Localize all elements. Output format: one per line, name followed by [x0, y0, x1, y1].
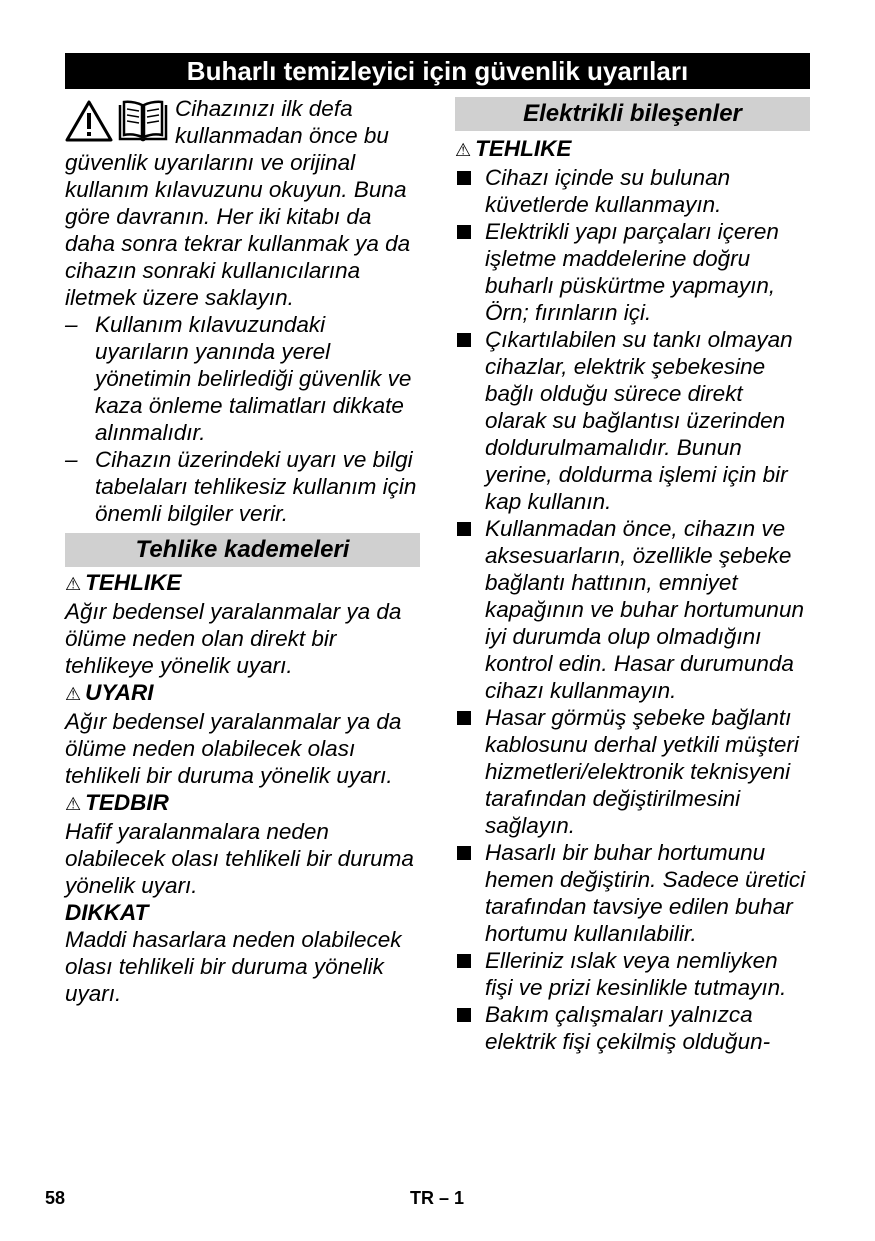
section-heading-danger-levels: Tehlike kademeleri: [65, 533, 420, 567]
dash-item-text: Cihazın üzerindeki uyarı ve bilgi tabelaları tehlikesiz kullanım için önemli bilgiler verir.: [95, 447, 417, 526]
square-bullet-icon: [457, 225, 471, 239]
list-item: [455, 1001, 810, 1055]
page-title: Buharlı temizleyici için güvenlik uyarıları: [65, 53, 810, 89]
dash-item-text: Kullanım kılavuzundaki uyarıların yanında yerel yönetimin belirlediği güvenlik ve kaza önleme talimatları dikkate alınmalıdır.: [95, 312, 412, 445]
level-label: TEDBIR: [85, 790, 169, 815]
intro-icons: [65, 97, 175, 145]
level-text: Maddi hasarlara neden olabilecek olası tehlikeli bir duruma yönelik uyarı.: [65, 927, 402, 1006]
dash-list: [65, 311, 420, 527]
warning-icon: ⚠: [65, 794, 82, 814]
right-column: [455, 97, 810, 1055]
dash-list-item: [65, 311, 420, 446]
list-item: [455, 947, 810, 1001]
level-label: UYARI: [85, 680, 154, 705]
list-item: [455, 326, 810, 515]
list-item: [455, 704, 810, 839]
page-number: 58: [45, 1188, 66, 1208]
list-item: [455, 839, 810, 947]
section-heading-electrical-components: Elektrikli bileşenler: [455, 97, 810, 131]
square-bullet-icon: [457, 333, 471, 347]
square-bullet-icon: [457, 954, 471, 968]
level-heading: [65, 679, 420, 708]
level-text: Ağır bedensel yaralanmalar ya da ölüme neden olabilecek olası tehlikeli bir duruma yönelik uyarı.: [65, 709, 402, 788]
list-item-text: Cihazı içinde su bulunan küvetlerde kullanmayın.: [485, 165, 731, 217]
warning-icon: ⚠: [455, 140, 472, 160]
list-item-text: Kullanmadan önce, cihazın ve aksesuarların, özellikle şebeke bağlantı hattının, emniyet kapağının ve buhar hortumunun iyi durumda olup olmadığını kontrol edin. Hasar durumunda cihazı kullanmayın.: [485, 516, 804, 703]
list-item-text: Hasar görmüş şebeke bağlantı kablosunu derhal yetkili müşteri hizmetleri/elektronik teknisyeni tarafından değiştirilmesini sağlayın.: [485, 705, 799, 838]
square-bullet-icon: [457, 522, 471, 536]
square-bullet-icon: [457, 171, 471, 185]
level-label: TEHLIKE: [85, 570, 182, 595]
dash-marker: –: [65, 312, 78, 337]
level-heading: [65, 789, 420, 818]
list-item: [455, 218, 810, 326]
list-item: [455, 515, 810, 704]
list-item-text: Çıkartılabilen su tankı olmayan cihazlar, elektrik şebekesine bağlı olduğu sürece direkt olarak su bağlantısı üzerinden doldurulmamalıdır. Bunun yerine, doldurma işlemi için bir kap kullanın.: [485, 327, 793, 514]
level-heading: [65, 569, 420, 598]
list-item: [455, 164, 810, 218]
level-text: Ağır bedensel yaralanmalar ya da ölüme neden olan direkt bir tehlikeye yönelik uyarı.: [65, 599, 402, 678]
warning-icon: ⚠: [65, 574, 82, 594]
manual-book-icon: [117, 99, 169, 143]
list-item-text: Bakım çalışmaları yalnızca elektrik fişi çekilmiş olduğun-: [485, 1002, 771, 1054]
intro-text: Cihazınızı ilk defa kullanmadan önce bu güvenlik uyarılarını ve orijinal kullanım kılavuzunu okuyun. Buna göre davranın. Her iki kitabı da daha sonra tekrar kullanmak ya da cihazın sonraki kullanıcılarına iletmek üzere saklayın.: [65, 96, 411, 310]
square-bullet-icon: [457, 1008, 471, 1022]
square-bullet-icon: [457, 846, 471, 860]
intro-block: [65, 95, 420, 311]
danger-heading: [455, 135, 810, 164]
level-text: Hafif yaralanmalara neden olabilecek olası tehlikeli bir duruma yönelik uyarı.: [65, 819, 414, 898]
danger-label: TEHLIKE: [475, 136, 572, 161]
level-label: DIKKAT: [65, 900, 149, 925]
warning-triangle-icon: [65, 99, 113, 143]
left-column: [65, 95, 420, 1007]
list-item-text: Hasarlı bir buhar hortumunu hemen değiştirin. Sadece üretici tarafından tavsiye edilen buhar hortumu kullanılabilir.: [485, 840, 806, 946]
dash-marker: –: [65, 447, 78, 472]
language-page-label: TR – 1: [410, 1188, 465, 1208]
list-item-text: Elektrikli yapı parçaları içeren işletme maddelerine doğru buharlı püskürtme yapmayın, Örn; fırınların içi.: [485, 219, 779, 325]
dash-list-item: [65, 446, 420, 527]
square-bullet-icon: [457, 711, 471, 725]
warning-icon: ⚠: [65, 684, 82, 704]
list-item-text: Elleriniz ıslak veya nemliyken fişi ve prizi kesinlikle tutmayın.: [485, 948, 787, 1000]
level-heading: [65, 899, 420, 926]
bullet-list: [455, 164, 810, 1055]
